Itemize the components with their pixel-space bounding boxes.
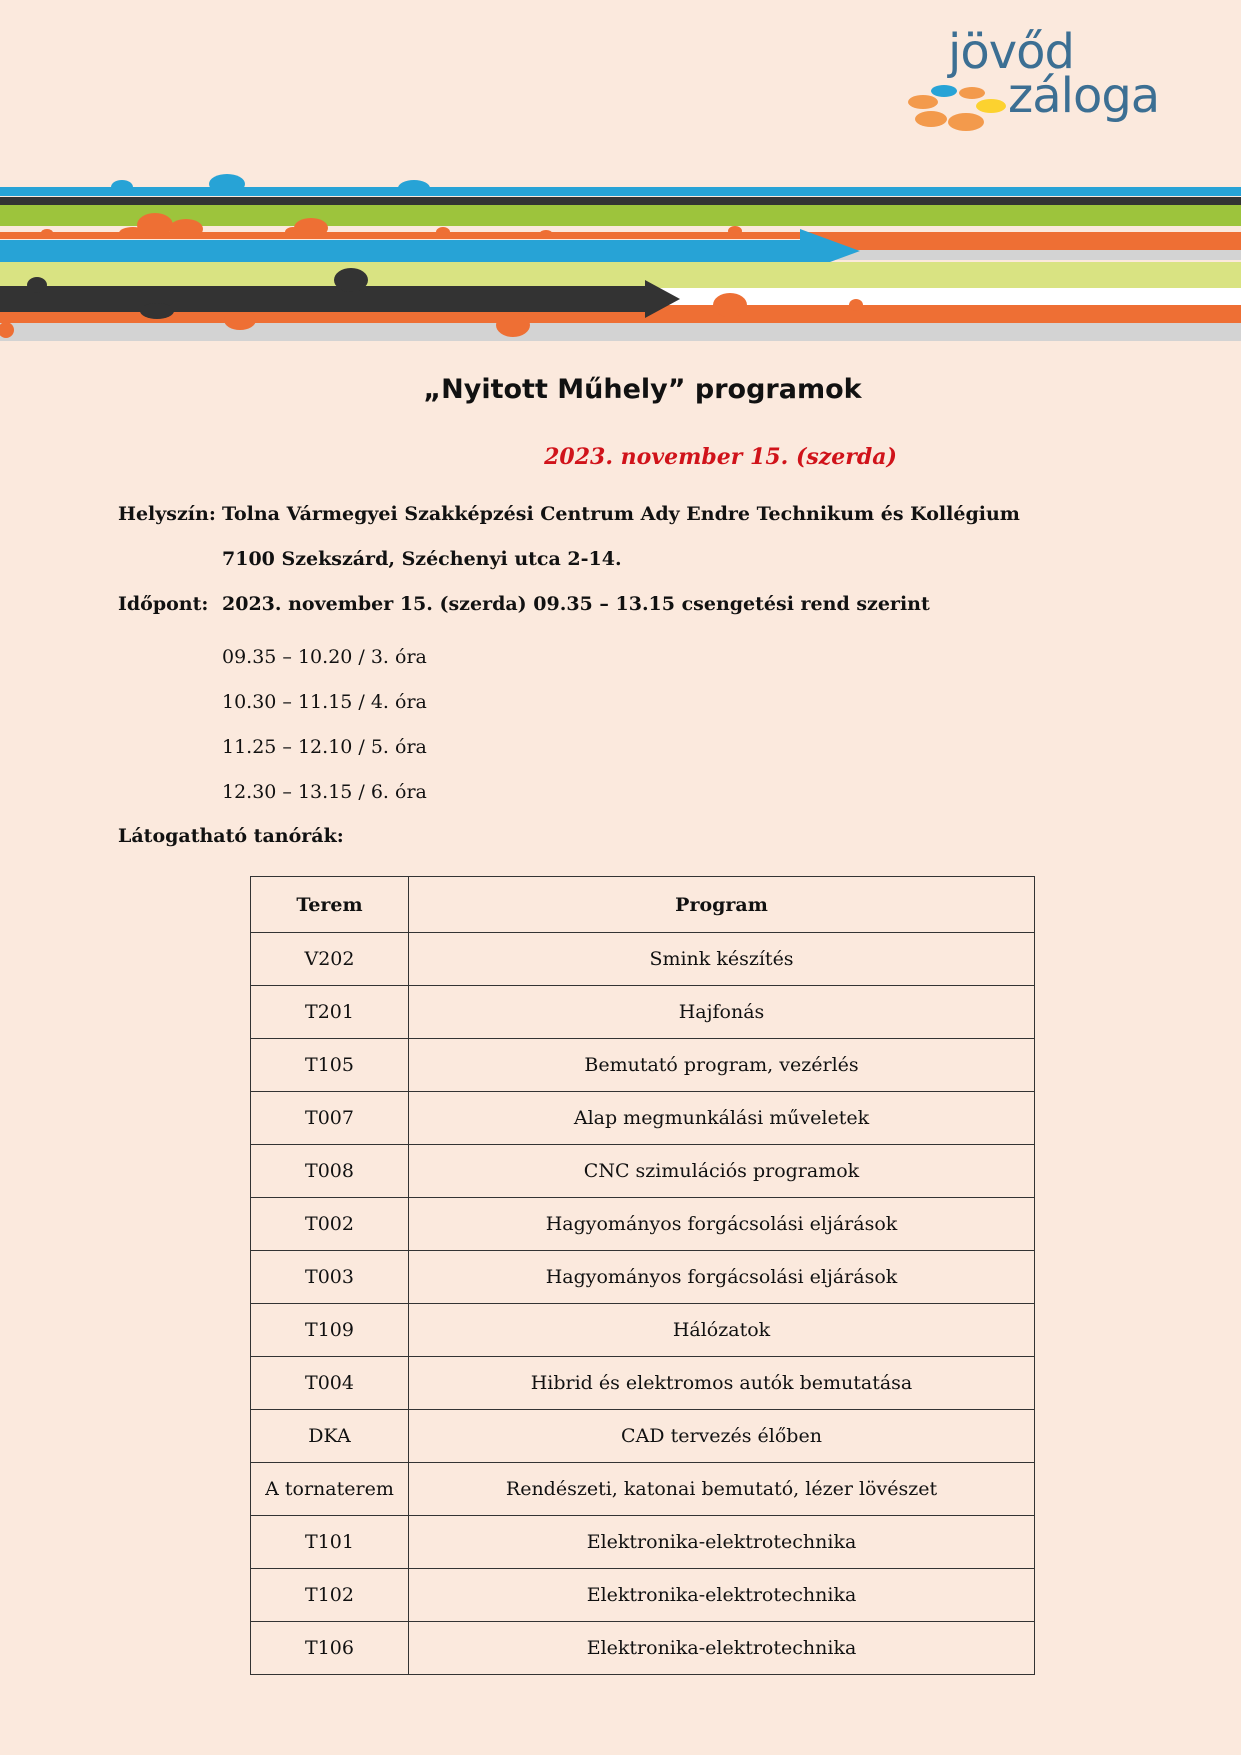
table-row	[251, 1251, 1035, 1304]
table-row	[251, 1516, 1035, 1569]
column-header-room: Terem	[251, 877, 409, 933]
program-cell: Bemutató program, vezérlés	[409, 1039, 1035, 1092]
location-label: Helyszín:	[118, 503, 216, 525]
location-line2: 7100 Szekszárd, Széchenyi utca 2-14.	[222, 548, 622, 570]
program-cell: Elektronika-elektrotechnika	[409, 1516, 1035, 1569]
program-cell: Hagyományos forgácsolási eljárások	[409, 1198, 1035, 1251]
room-cell: T102	[251, 1569, 409, 1622]
time-slot: 09.35 – 10.20 / 3. óra	[222, 646, 427, 668]
room-cell: T106	[251, 1622, 409, 1675]
program-cell: Alap megmunkálási műveletek	[409, 1092, 1035, 1145]
program-cell: Hibrid és elektromos autók bemutatása	[409, 1357, 1035, 1410]
room-cell: T109	[251, 1304, 409, 1357]
program-cell: CAD tervezés élőben	[409, 1410, 1035, 1463]
time-slot: 10.30 – 11.15 / 4. óra	[222, 691, 427, 713]
classes-label: Látogatható tanórák:	[118, 825, 344, 847]
table-row	[251, 1357, 1035, 1410]
logo-text-line2: záloga	[1008, 68, 1160, 124]
room-cell: T002	[251, 1198, 409, 1251]
program-cell: CNC szimulációs programok	[409, 1145, 1035, 1198]
program-cell: Elektronika-elektrotechnika	[409, 1569, 1035, 1622]
table-row	[251, 986, 1035, 1039]
program-cell: Hálózatok	[409, 1304, 1035, 1357]
time-slot: 12.30 – 13.15 / 6. óra	[222, 781, 427, 803]
table-row	[251, 1569, 1035, 1622]
table-row	[251, 933, 1035, 986]
room-cell: DKA	[251, 1410, 409, 1463]
jovod-zaloga-logo	[904, 24, 1166, 138]
table-row	[251, 1198, 1035, 1251]
table-row	[251, 1622, 1035, 1675]
logo-text-line1: jövőd	[948, 24, 1074, 80]
time-label: Időpont:	[118, 593, 209, 615]
table-row	[251, 1463, 1035, 1516]
room-cell: T004	[251, 1357, 409, 1410]
program-cell: Smink készítés	[409, 933, 1035, 986]
time-value: 2023. november 15. (szerda) 09.35 – 13.15 csengetési rend szerint	[222, 593, 930, 615]
table-row	[251, 1039, 1035, 1092]
program-table	[250, 876, 1035, 1675]
program-cell: Rendészeti, katonai bemutató, lézer lövészet	[409, 1463, 1035, 1516]
table-row	[251, 1304, 1035, 1357]
table-row	[251, 1145, 1035, 1198]
room-cell: T105	[251, 1039, 409, 1092]
room-cell: T008	[251, 1145, 409, 1198]
table-row	[251, 1410, 1035, 1463]
room-cell: T201	[251, 986, 409, 1039]
page-title: „Nyitott Műhely” programok	[423, 374, 862, 405]
program-cell: Hagyományos forgácsolási eljárások	[409, 1251, 1035, 1304]
room-cell: T101	[251, 1516, 409, 1569]
table-header-row	[251, 877, 1035, 933]
event-date: 2023. november 15. (szerda)	[544, 444, 897, 470]
time-slot: 11.25 – 12.10 / 5. óra	[222, 736, 427, 758]
column-header-program: Program	[409, 877, 1035, 933]
room-cell: T007	[251, 1092, 409, 1145]
program-cell: Hajfonás	[409, 986, 1035, 1039]
room-cell: A tornaterem	[251, 1463, 409, 1516]
location-line1: Tolna Vármegyei Szakképzési Centrum Ady Endre Technikum és Kollégium	[222, 503, 1020, 525]
room-cell: T003	[251, 1251, 409, 1304]
table-row	[251, 1092, 1035, 1145]
program-cell: Elektronika-elektrotechnika	[409, 1622, 1035, 1675]
room-cell: V202	[251, 933, 409, 986]
